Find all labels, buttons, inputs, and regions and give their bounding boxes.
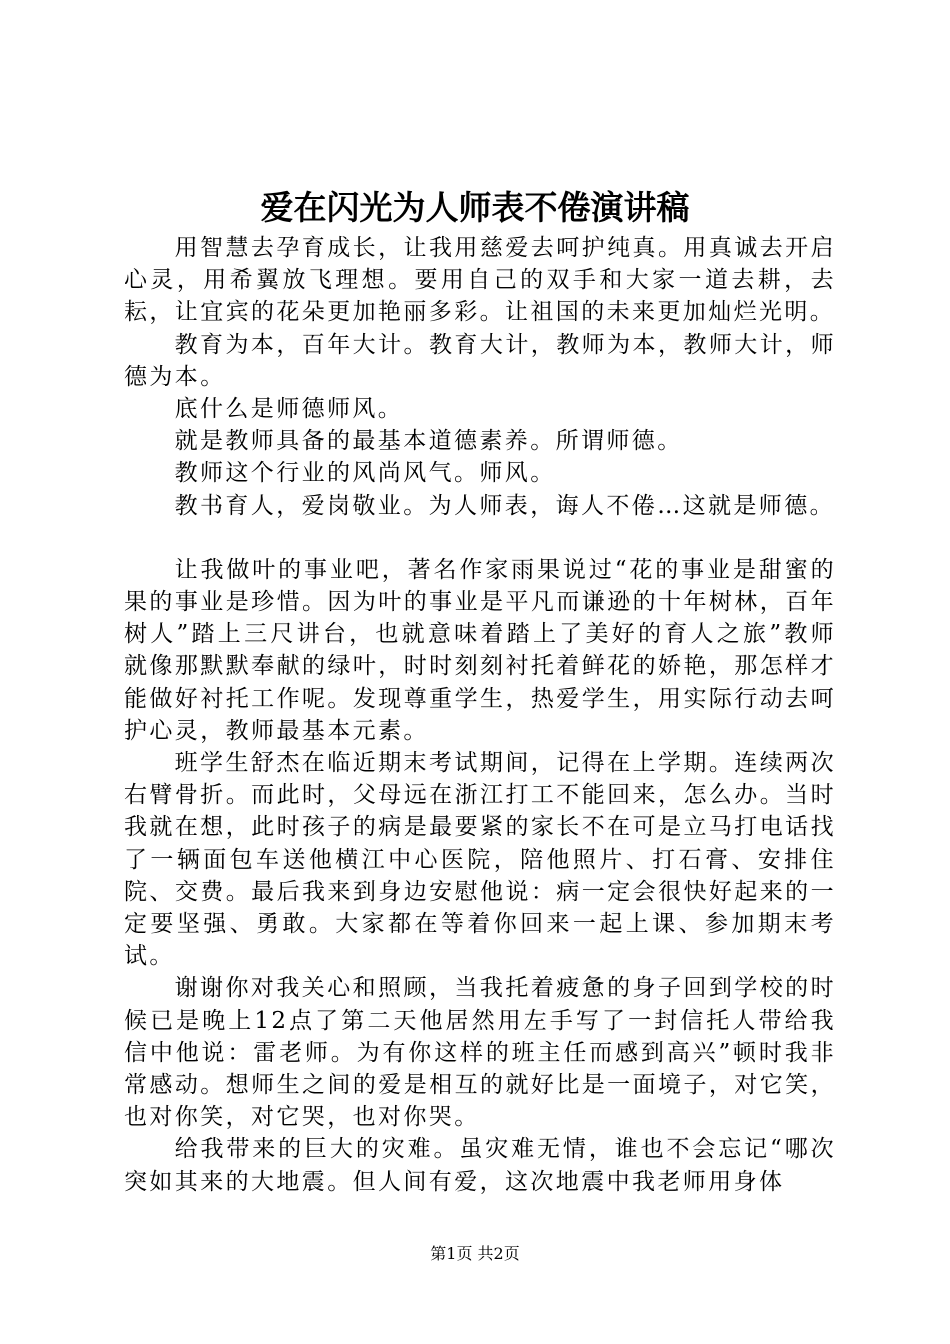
document-body	[124, 232, 836, 1198]
paragraph: 给我带来的巨大的灾难。虽灾难无情，谁也不会忘记“哪次突如其来的大地震。但人间有爱，这次地震中我老师用身体	[124, 1136, 836, 1195]
paragraph: 就是教师具备的最基本道德素养。所谓师德。	[174, 428, 683, 455]
paragraph: 用智慧去孕育成长，让我用慈爱去呵护纯真。用真诚去开启心灵，用希翼放飞理想。要用自己的双手和大家一道去耕，去耘，让宜宾的花朵更加艳丽多彩。让祖国的未来更加灿烂光明。	[124, 235, 836, 326]
paragraph: 班学生舒杰在临近期末考试期间，记得在上学期。连续两次右臂骨折。而此时，父母远在浙江打工不能回来，怎么办。当时我就在想，此时孩子的病是最要紧的家长不在可是立马打电话找了一辆面包车送他横江中心医院，陪他照片、打石膏、安排住院、交费。最后我来到身边安慰他说：病一定会很快好起来的一定要坚强、勇敢。大家都在等着你回来一起上课、参加期末考试。	[124, 750, 836, 970]
paragraph: 教师这个行业的风尚风气。师风。	[174, 460, 556, 487]
paragraph: 谢谢你对我关心和照顾，当我托着疲惫的身子回到学校的时候已是晚上12点了第二天他居然用左手写了一封信托人带给我信中他说：雷老师。为有你这样的班主任而感到高兴”顿时我非常感动。想师生之间的爱是相互的就好比是一面境子，对它笑，也对你笑，对它哭，也对你哭。	[124, 975, 836, 1131]
paragraph: 教育为本，百年大计。教育大计，教师为本，教师大计，师德为本。	[124, 331, 836, 390]
paragraph: 底什么是师德师风。	[174, 396, 404, 423]
page-footer: 第1页 共2页	[430, 1244, 520, 1263]
paragraph: 让我做叶的事业吧，著名作家雨果说过“花的事业是甜蜜的果的事业是珍惜。因为叶的事业是平凡而谦逊的十年树林，百年树人”踏上三尺讲台，也就意味着踏上了美好的育人之旅”教师就像那默默奉献的绿叶，时时刻刻衬托着鲜花的娇艳，那怎样才能做好衬托工作呢。发现尊重学生，热爱学生，用实际行动去呵护心灵，教师最基本元素。	[124, 556, 836, 744]
document-title: 爱在闪光为人师表不倦演讲稿	[260, 188, 690, 227]
paragraph: 教书育人，爱岗敬业。为人师表，诲人不倦…这就是师德。	[174, 492, 835, 519]
